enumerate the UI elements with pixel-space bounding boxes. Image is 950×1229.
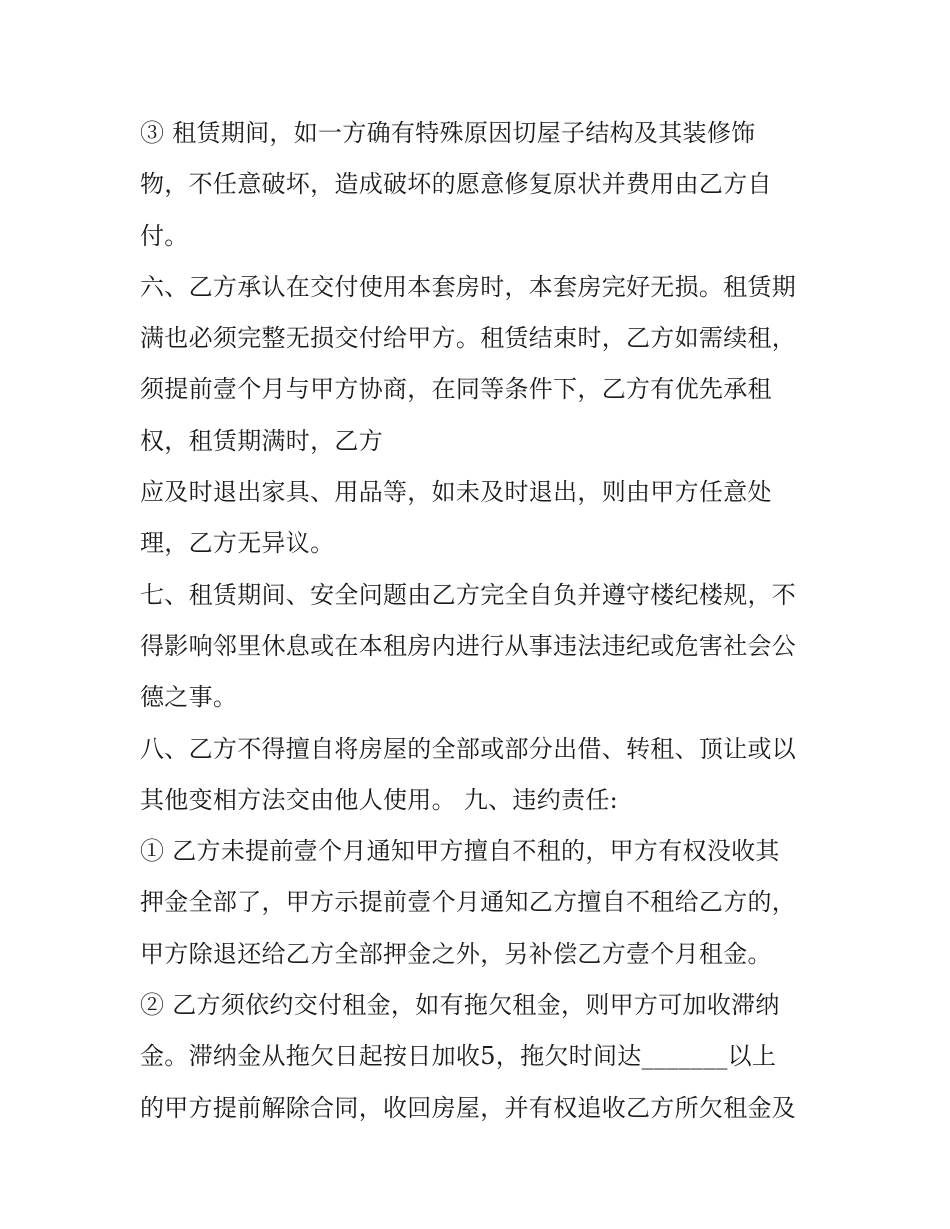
text-line: 押金全部了，甲方示提前壹个月通知乙方擅自不租给乙方的， — [140, 888, 797, 917]
text-line: 得影响邻里休息或在本租房内进行从事违法违纪或危害社会公 — [140, 631, 797, 660]
text-line: 八、乙方不得擅自将房屋的全部或部分出借、转租、顶让或以 — [140, 734, 797, 763]
text-line: ① 乙方未提前壹个月通知甲方擅自不租的，甲方有权没收其 — [140, 837, 780, 866]
text-line: 德之事。 — [140, 683, 238, 712]
text-line: 权，租赁期满时，乙方 — [140, 426, 383, 455]
text-line: 其他变相方法交由他人使用。 九、违约责任: — [140, 785, 619, 814]
text-line: ③ 租赁期间，如一方确有特殊原因切屋子结构及其装修饰 — [140, 119, 756, 147]
text-line: 须提前壹个月与甲方协商，在同等条件下，乙方有优先承租 — [140, 375, 772, 404]
text-line: 六、乙方承认在交付使用本套房时，本套房完好无损。租赁期 — [140, 272, 797, 301]
text-line: 满也必须完整无损交付给甲方。租赁结束时，乙方如需续租， — [140, 324, 797, 353]
text-line: 应及时退出家具、用品等，如未及时退出，则由甲方任意处 — [140, 478, 772, 507]
text-line: 的甲方提前解除合同，收回房屋，并有权追收乙方所欠租金及 — [140, 1093, 797, 1122]
text-line: 物，不任意破坏，造成破坏的愿意修复原状并费用由乙方自 — [140, 170, 772, 199]
contract-body-text — [140, 108, 840, 1134]
text-line: 七、租赁期间、安全问题由乙方完全自负并遵守楼纪楼规，不 — [140, 580, 797, 609]
text-line: 甲方除退还给乙方全部押金之外，另补偿乙方壹个月租金。 — [140, 939, 772, 968]
text-line: 理，乙方无异议。 — [140, 529, 335, 558]
text-line: 付。 — [140, 221, 189, 250]
text-line: ② 乙方须依约交付租金，如有拖欠租金，则甲方可加收滞纳 — [140, 991, 780, 1020]
text-line: 金。滞纳金从拖欠日起按日加收5，拖欠时间达_______以上 — [140, 1042, 777, 1071]
